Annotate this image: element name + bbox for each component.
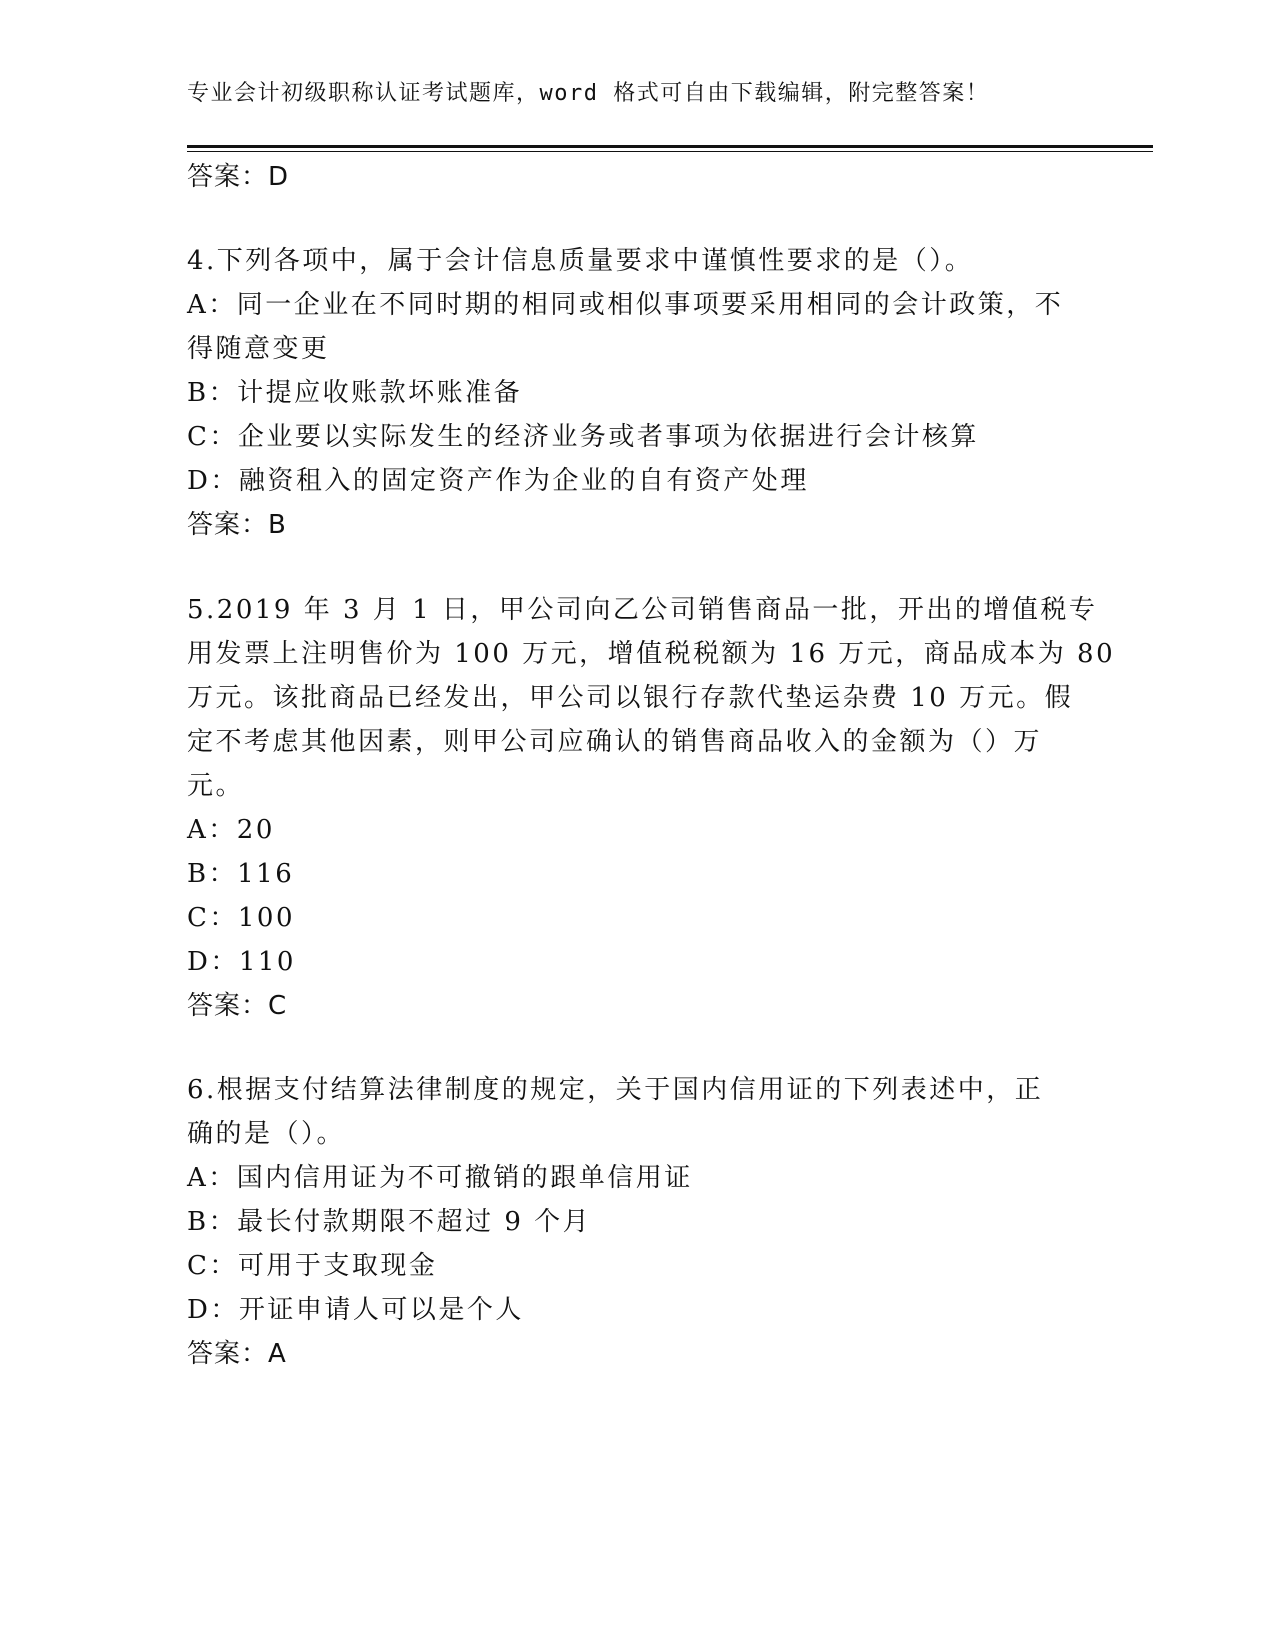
q4-option-a: A：同一企业在不同时期的相同或相似事项要采用相同的会计政策，不 bbox=[187, 290, 1064, 320]
q6-option-b: B：最长付款期限不超过 9 个月 bbox=[187, 1207, 592, 1237]
q5-option-c: C：100 bbox=[187, 903, 296, 933]
q5-option-a: A：20 bbox=[187, 815, 275, 845]
answer-prev: 答案：D bbox=[187, 162, 290, 192]
q4-answer: 答案：B bbox=[187, 510, 287, 540]
q6-stem-1: 6.根据支付结算法律制度的规定，关于国内信用证的下列表述中，正 bbox=[187, 1075, 1044, 1105]
q6-option-c: C：可用于支取现金 bbox=[187, 1251, 438, 1281]
q6-stem-2: 确的是（）。 bbox=[187, 1119, 346, 1149]
q4-option-a-cont: 得随意变更 bbox=[187, 334, 330, 364]
header-rule-thin bbox=[187, 151, 1153, 152]
q5-stem-2: 用发票上注明售价为 100 万元，增值税税额为 16 万元，商品成本为 80 bbox=[187, 639, 1116, 669]
q6-answer: 答案：A bbox=[187, 1339, 287, 1369]
q6-option-a: A：国内信用证为不可撤销的跟单信用证 bbox=[187, 1163, 693, 1193]
q4-option-c: C：企业要以实际发生的经济业务或者事项为依据进行会计核算 bbox=[187, 422, 979, 452]
q4-option-b: B：计提应收账款坏账准备 bbox=[187, 378, 523, 408]
q5-option-b: B：116 bbox=[187, 859, 295, 889]
q5-stem-5: 元。 bbox=[187, 771, 245, 801]
q5-stem-3: 万元。该批商品已经发出，甲公司以银行存款代垫运杂费 10 万元。假 bbox=[187, 683, 1074, 713]
q5-stem-4: 定不考虑其他因素，则甲公司应确认的销售商品收入的金额为（）万 bbox=[187, 727, 1043, 757]
header-rule-thick bbox=[187, 145, 1153, 148]
q5-answer: 答案：C bbox=[187, 991, 288, 1021]
page-header: 专业会计初级职称认证考试题库，word 格式可自由下载编辑，附完整答案！ bbox=[187, 81, 990, 106]
q4-stem: 4.下列各项中，属于会计信息质量要求中谨慎性要求的是（）。 bbox=[187, 246, 974, 276]
q5-option-d: D：110 bbox=[187, 947, 296, 977]
q4-option-d: D：融资租入的固定资产作为企业的自有资产处理 bbox=[187, 466, 809, 496]
q5-stem-1: 5.2019 年 3 月 1 日，甲公司向乙公司销售商品一批，开出的增值税专 bbox=[187, 595, 1098, 625]
q6-option-d: D：开证申请人可以是个人 bbox=[187, 1295, 524, 1325]
